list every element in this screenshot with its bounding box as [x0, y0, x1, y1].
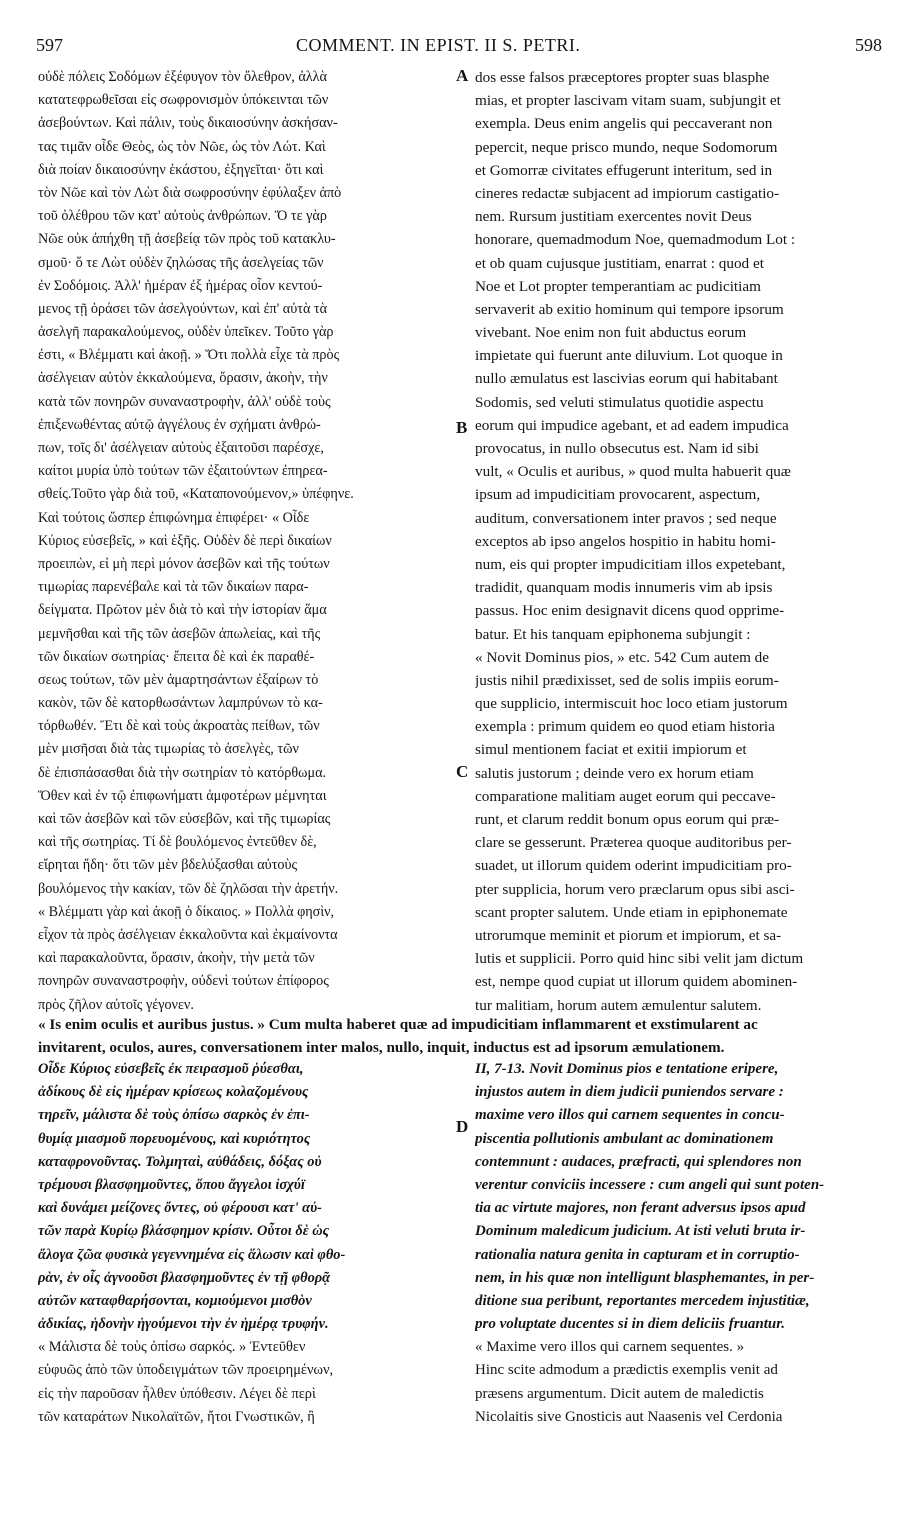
running-title: COMMENT. IN EPIST. II S. PETRI. — [296, 35, 581, 55]
greek-text-line: δὲ ἐπισπάσασθαι διὰ τὴν σωτηρίαν τὸ κατόρθωμα. — [38, 764, 327, 781]
greek-text-line: τὸν Νῶε καὶ τὸν Λὼτ διὰ σωφροσύνην ἐφύλαξεν ἀπὸ — [38, 184, 342, 201]
latin-text-line: contemnunt : audaces, præfracti, qui splendores non — [475, 1153, 802, 1170]
latin-text-line: eorum qui impudice agebant, et ad eadem impudica — [475, 416, 789, 434]
greek-text-line: ρὰν, ἐν οἷς ἀγνοοῦσι βλασφημοῦντες ἐν τῇ φθορᾷ — [38, 1269, 331, 1286]
greek-text-line: Καὶ τούτοις ὥσπερ ἐπιφώνημα ἐπιφέρει· « Οἶδε — [38, 509, 310, 526]
latin-text-line: Sodomis, sed veluti stimulatus quotidie aspectu — [475, 393, 764, 411]
latin-text-line: honorare, quemadmodum Noe, quemadmodum Lot : — [475, 231, 796, 249]
latin-text-line: lutis et supplicii. Porro quid hinc sibi velit jam dictum — [475, 950, 804, 968]
greek-text-line: ἐν Σοδόμοις. Ἀλλ' ἡμέραν ἐξ ἡμέρας οἷον κεντού- — [38, 277, 323, 294]
greek-text-line: « Βλέμματι γὰρ καὶ ἀκοῇ ὁ δίκαιος. » Πολλὰ φησὶν, — [38, 903, 335, 920]
greek-text-line: Κύριος εὐσεβεῖς, » καὶ ἑξῆς. Οὐδὲν δὲ περὶ δικαίων — [38, 532, 332, 549]
greek-text-line: ἀσέλγειαν αὐτὸν ἐκκαλούμενα, ὅρασιν, ἀκοὴν, τὴν — [38, 370, 328, 387]
latin-text-line: exempla : primum quidem eo quod etiam historia — [475, 718, 775, 736]
greek-text-line: σεως τούτων, τῶν μὲν ἁμαρτησάντων ἐξαίρων τὸ — [38, 671, 319, 688]
greek-text-line: σθείς.Τοῦτο γὰρ διὰ τοῦ, «Καταπονούμενον,» ὑπέφηνε. — [38, 486, 354, 503]
latin-text-line: pter supplicia, horum vero præclarum opus sibi asci- — [475, 880, 795, 898]
latin-text-line: Dominum maledicum judicium. At isti veluti bruta ir- — [475, 1223, 806, 1240]
greek-text-line: εἰς τὴν παροῦσαν ἦλθεν ὑπόθεσιν. Λέγει δὲ περὶ — [38, 1385, 316, 1402]
greek-text-line: εἶχον τὰ πρὸς ἀσέλγειαν ἐκκαλοῦντα καὶ ἐκμαίνοντα — [38, 926, 338, 943]
greek-text-line: τῶν δικαίων σωτηρίας· ἔπειτα δὲ καὶ ἐκ παραθέ- — [38, 648, 315, 665]
greek-text-line: τας τιμᾶν οἶδε Θεὸς, ὡς τὸν Νῶε, ὡς τὸν Λώτ. Καὶ — [38, 138, 326, 155]
greek-text-line: ἀσελγῆ παρακαλούμενος, οὐδὲν ὑπεῖκεν. Τοῦτο γὰρ — [38, 324, 334, 341]
greek-text-line: καίτοι μυρία ὑπὸ τούτων τῶν ἐξαιτούντων ἐπηρεα- — [38, 463, 328, 480]
latin-text-line: verentur conviciis incessere : cum angeli qui sunt poten- — [475, 1176, 825, 1193]
greek-text-line: καὶ παρακαλοῦντα, ὅρασιν, ἀκοὴν, τὴν μετὰ τῶν — [38, 950, 315, 967]
latin-text-line: nullo æmulatus est lascivias eorum qui habitabant — [475, 370, 778, 388]
latin-text-line: pro voluptate ducentes si in diem deliciis fruantur. — [475, 1316, 786, 1333]
greek-text-line: πονηρῶν συναναστροφὴν, οὐδενὶ τούτων ἐπίφορος — [38, 973, 329, 990]
latin-text-line: nem. Rursum justitiam exercentes novit Deus — [475, 208, 752, 226]
latin-text-line: est, nempe quod cupiat ut illorum quidem abominen- — [475, 973, 798, 991]
latin-text-line: vult, « Oculis et auribus, » quod multa habuerit quæ — [475, 463, 791, 481]
greek-text-line: τηρεῖν, μάλιστα δὲ τοὺς ὀπίσω σαρκὸς ἐν ἐπι- — [38, 1107, 310, 1124]
latin-text-line: injustos autem in diem judicii puniendos servare : — [475, 1084, 784, 1101]
greek-text-line: πρὸς ζῆλον αὐτοῖς γέγονεν. — [38, 996, 194, 1013]
greek-text-line: εὐφυῶς ἀπὸ τῶν ὑποδειγμάτων τῶν προειρημένων, — [38, 1362, 334, 1379]
greek-text-line: καὶ δυνάμει μείζονες ὄντες, οὐ φέρουσι κατ' αὐ- — [38, 1200, 322, 1217]
latin-text-line: exempla. Deus enim angelis qui peccaverant non — [475, 115, 773, 133]
latin-text-line: tur malitiam, horum autem æmulentur salutem. — [475, 996, 762, 1014]
latin-text-line: cineres redactæ subjacent ad impiorum castigatio- — [475, 184, 780, 202]
latin-text-line: mias, et propter lascivam vitam suam, subjungit et — [475, 92, 781, 110]
margin-letter-b: B — [456, 418, 468, 437]
greek-text-line: ἐπιξενωθέντας αὐτῷ ἀγγέλους ἐν σχήματι ἀνθρώ- — [38, 416, 321, 433]
greek-text-line: Ὅθεν καὶ ἐν τῷ ἐπιφωνήματι ἀμφοτέρων μέμνηται — [38, 787, 327, 804]
full-width-line: « Is enim oculis et auribus justus. » Cum multa haberet quæ ad impudicitiam inflammarent et exstimularent ac — [38, 1016, 758, 1033]
greek-text-line: οὐδὲ πόλεις Σοδόμων ἐξέφυγον τὸν ὄλεθρον, ἀλλὰ — [38, 69, 327, 85]
latin-column-top — [475, 66, 891, 1017]
greek-text-line: βουλόμενος τὴν κακίαν, τῶν δὲ ζηλῶσαι τὴν ἀρετήν. — [38, 880, 339, 897]
greek-text-line: ἐστι, « Βλέμματι καὶ ἀκοῇ. » Ὅτι πολλὰ εἶχε τὰ πρὸς — [38, 347, 340, 364]
latin-text-line: suadet, ut illorum quidem oderint impudicitiam pro- — [475, 857, 792, 875]
greek-text-line: διὰ ποίαν δικαιοσύνην ἑκάστου, ἐξηγεῖται· ὅτι καὶ — [38, 161, 324, 178]
latin-text-line: exceptos ab ipso angelos hospitio in habitu homi- — [475, 532, 776, 550]
latin-text-line: runt, et clarum reddit bonum opus eorum qui præ- — [475, 811, 780, 828]
latin-text-line: et ob quam cujusque justitiam, enarrat : quod et — [475, 254, 764, 272]
latin-text-line: passus. Hoc enim designavit dicens quod opprime- — [475, 602, 785, 620]
greek-text-line: τῶν καταράτων Νικολαϊτῶν, ἤτοι Γνωστικῶν, ἢ — [38, 1408, 315, 1425]
latin-text-line: simul mentionem faciat et exitii impiorum et — [475, 741, 747, 759]
greek-text-line: ἄλογα ζῶα φυσικὰ γεγεννημένα εἰς ἅλωσιν καὶ φθο- — [38, 1246, 346, 1263]
latin-text-line: et Gomorræ civitates effugerunt interitum, sed in — [475, 161, 773, 179]
latin-text-line: nem, in his quæ non intelligunt blasphemantes, in per- — [475, 1269, 815, 1286]
latin-text-line: auditum, conversationem inter pravos ; sed neque — [475, 509, 777, 527]
greek-text-line: δείγματα. Πρῶτον μὲν διὰ τὸ καὶ τὴν ἱστορίαν ἅμα — [38, 602, 327, 619]
greek-text-line: μενος τῇ ὁράσει τῶν ἀσελγούντων, καὶ ἐπ' αὐτὰ τὰ — [38, 300, 328, 317]
greek-text-line: εἴρηται ἤδη· ὅτι τῶν μὲν βδελύξασθαι αὐτοὺς — [38, 857, 298, 874]
latin-text-line: ditione sua peribunt, reportantes mercedem injustitiæ, — [475, 1292, 810, 1309]
latin-text-line: Nicolaitis sive Gnosticis aut Naasenis vel Cerdonia — [475, 1408, 783, 1425]
greek-text-line: κακὸν, τῶν δὲ κατορθωσάντων λαμπρύνων τὸ κα- — [38, 695, 323, 712]
greek-text-line: μεμνῆσθαι καὶ τῆς τῶν ἀσεβῶν ἀπωλείας, καὶ τῆς — [38, 625, 321, 642]
latin-text-line: præsens argumentum. Dicit autem de maledictis — [475, 1385, 764, 1402]
latin-text-line: num, eis qui propter impudicitiam illos expetebant, — [475, 555, 786, 573]
greek-text-line: ἀδικίας, ἡδονὴν ἡγούμενοι τὴν ἐν ἡμέρᾳ τρυφήν. — [38, 1316, 329, 1333]
greek-text-line: πων, τοῖς δι' ἀσέλγειαν αὐτοὺς ἐξαιτοῦσι παρέσχε, — [38, 440, 324, 456]
greek-column-bottom — [38, 1058, 453, 1429]
latin-text-line: pepercit, neque prisco mundo, neque Sodomorum — [475, 138, 778, 156]
margin-letter-c: C — [456, 762, 469, 781]
latin-text-line: provocatus, in nullo obsecutus est. Nam id sibi — [475, 440, 759, 457]
latin-text-line: « Novit Dominus pios, » etc. 542 Cum autem de — [475, 648, 770, 666]
latin-text-line: justis nihil prædixisset, sed de solis impiis eorum- — [475, 671, 779, 689]
page-number-right: 598 — [855, 35, 882, 55]
latin-text-line: clare se gesserunt. Præterea quoque auditoribus per- — [475, 834, 792, 852]
latin-text-line: scant propter salutem. Unde etiam in epiphonemate — [475, 903, 788, 921]
latin-text-line: Noe et Lot propter temperantiam ac pudicitiam — [475, 277, 761, 295]
greek-text-line: ἀσεβούντων. Καὶ πάλιν, τοὺς δικαιοσύνην ἀσκήσαν- — [38, 115, 338, 132]
greek-text-line: τρέμουσι βλασφημοῦντες, ὅπου ἄγγελοι ἰσχύϊ — [38, 1176, 305, 1193]
full-width-line: invitarent, oculos, aures, conversationem inter malos, nullo, inquit, inductus est ad ipsorum æmulationem. — [38, 1039, 725, 1057]
latin-text-line: comparatione malitiam auget eorum qui peccave- — [475, 787, 776, 805]
margin-letter-d: D — [456, 1117, 469, 1136]
greek-text-line: θυμίᾳ μιασμοῦ πορευομένους, καὶ κυριότητος — [38, 1130, 311, 1147]
greek-text-line: μὲν μισῆσαι διὰ τὰς τιμωρίας τὸ ἀσελγὲς, τῶν — [38, 741, 299, 758]
greek-text-line: τῶν παρὰ Κυρίῳ βλάσφημον κρίσιν. Οὗτοι δὲ ὡς — [38, 1223, 330, 1240]
greek-text-line: καὶ τῶν ἀσεβῶν καὶ τῶν εὐσεβῶν, καὶ τῆς τιμωρίας — [38, 811, 331, 827]
greek-text-line: σμοῦ· ὅ τε Λὼτ οὐδὲν ζηλώσας τῆς ἀσελγείας τῶν — [38, 254, 324, 271]
greek-text-line: ἀδίκους δὲ εἰς ἡμέραν κρίσεως κολαζομένους — [38, 1084, 309, 1101]
greek-column-top — [38, 66, 453, 1017]
greek-text-line: τοῦ ὀλέθρου τῶν κατ' αὐτοὺς ἀνθρώπων. Ὅ τε γὰρ — [38, 208, 327, 225]
latin-text-line: tia ac virtute majores, non ferant adversus ipsos apud — [475, 1200, 806, 1217]
greek-text-line: κατατεφρωθεῖσαι εἰς σωφρονισμὸν ὑπόκεινται τῶν — [38, 92, 329, 109]
latin-text-line: salutis justorum ; deinde vero ex horum etiam — [475, 764, 754, 782]
latin-text-line: batur. Et his tanquam epiphonema subjungit : — [475, 625, 751, 643]
latin-text-line: maxime vero illos qui carnem sequentes in concu- — [475, 1107, 785, 1124]
greek-text-line: Οἶδε Κύριος εὐσεβεῖς ἐκ πειρασμοῦ ῥύεσθαι, — [38, 1061, 304, 1077]
latin-text-line: ipsum ad impudicitiam provocarent, aspectum, — [475, 486, 761, 504]
latin-text-line: dos esse falsos præceptores propter suas blasphe — [475, 69, 770, 86]
latin-text-line: utrorumque meminit et piorum et impiorum, et sa- — [475, 926, 782, 944]
greek-text-line: « Μάλιστα δὲ τοὺς ὀπίσω σαρκός. » Ἐντεῦθεν — [38, 1339, 306, 1356]
latin-text-line: que supplicio, intermiscuit hoc loco etiam justorum — [475, 695, 788, 713]
latin-text-line: Hinc scite admodum a prædictis exemplis venit ad — [475, 1362, 778, 1379]
greek-text-line: καταφρονοῦντας. Τολμηταὶ, αὐθάδεις, δόξας οὐ — [38, 1153, 322, 1170]
greek-text-line: τόρθωθέν. Ἔτι δὲ καὶ τοὺς ἀκροατὰς πείθων, τῶν — [38, 718, 320, 735]
latin-text-line: II, 7-13. Novit Dominus pios e tentatione eripere, — [475, 1061, 779, 1077]
greek-text-line: καὶ τῆς σωτηρίας. Τί δὲ βουλόμενος ἐντεῦθεν δὲ, — [38, 834, 317, 851]
latin-column-bottom — [475, 1058, 891, 1429]
latin-text-line: vivebant. Noe enim non fuit abductus eorum — [475, 324, 747, 342]
page-number-left: 597 — [36, 35, 63, 55]
latin-text-line: « Maxime vero illos qui carnem sequentes. » — [475, 1339, 745, 1356]
latin-text-line: tradidit, quanquam modis innumeris vim ab ipsis — [475, 579, 773, 597]
latin-text-line: servaverit ab exitio hominum qui tempore ipsorum — [475, 300, 784, 318]
greek-text-line: Νῶε οὐκ ἀπήχθη τῇ ἀσεβείᾳ τῶν πρὸς τοῦ κατακλυ- — [38, 231, 336, 248]
greek-text-line: κατὰ τῶν πονηρῶν συναναστροφὴν, ἀλλ' οὐδὲ τοὺς — [38, 393, 331, 410]
full-width-passage — [38, 1013, 893, 1059]
greek-text-line: προειπὼν, εἰ μὴ περὶ μόνον ἀσεβῶν καὶ τῆς τούτων — [38, 555, 330, 572]
greek-text-line: τιμωρίας παρενέβαλε καὶ τὰ τῶν δικαίων παρα- — [38, 579, 309, 596]
greek-text-line: αὐτῶν καταφθαρήσονται, κομιούμενοι μισθὸν — [38, 1292, 312, 1309]
margin-letter-a: A — [456, 66, 469, 85]
latin-text-line: piscentia pollutionis ambulant ac dominationem — [475, 1130, 774, 1147]
latin-text-line: rationalia natura genita in capturam et in corruptio- — [475, 1246, 800, 1263]
latin-text-line: impietate qui fuerunt ante diluvium. Lot quoque in — [475, 347, 783, 365]
